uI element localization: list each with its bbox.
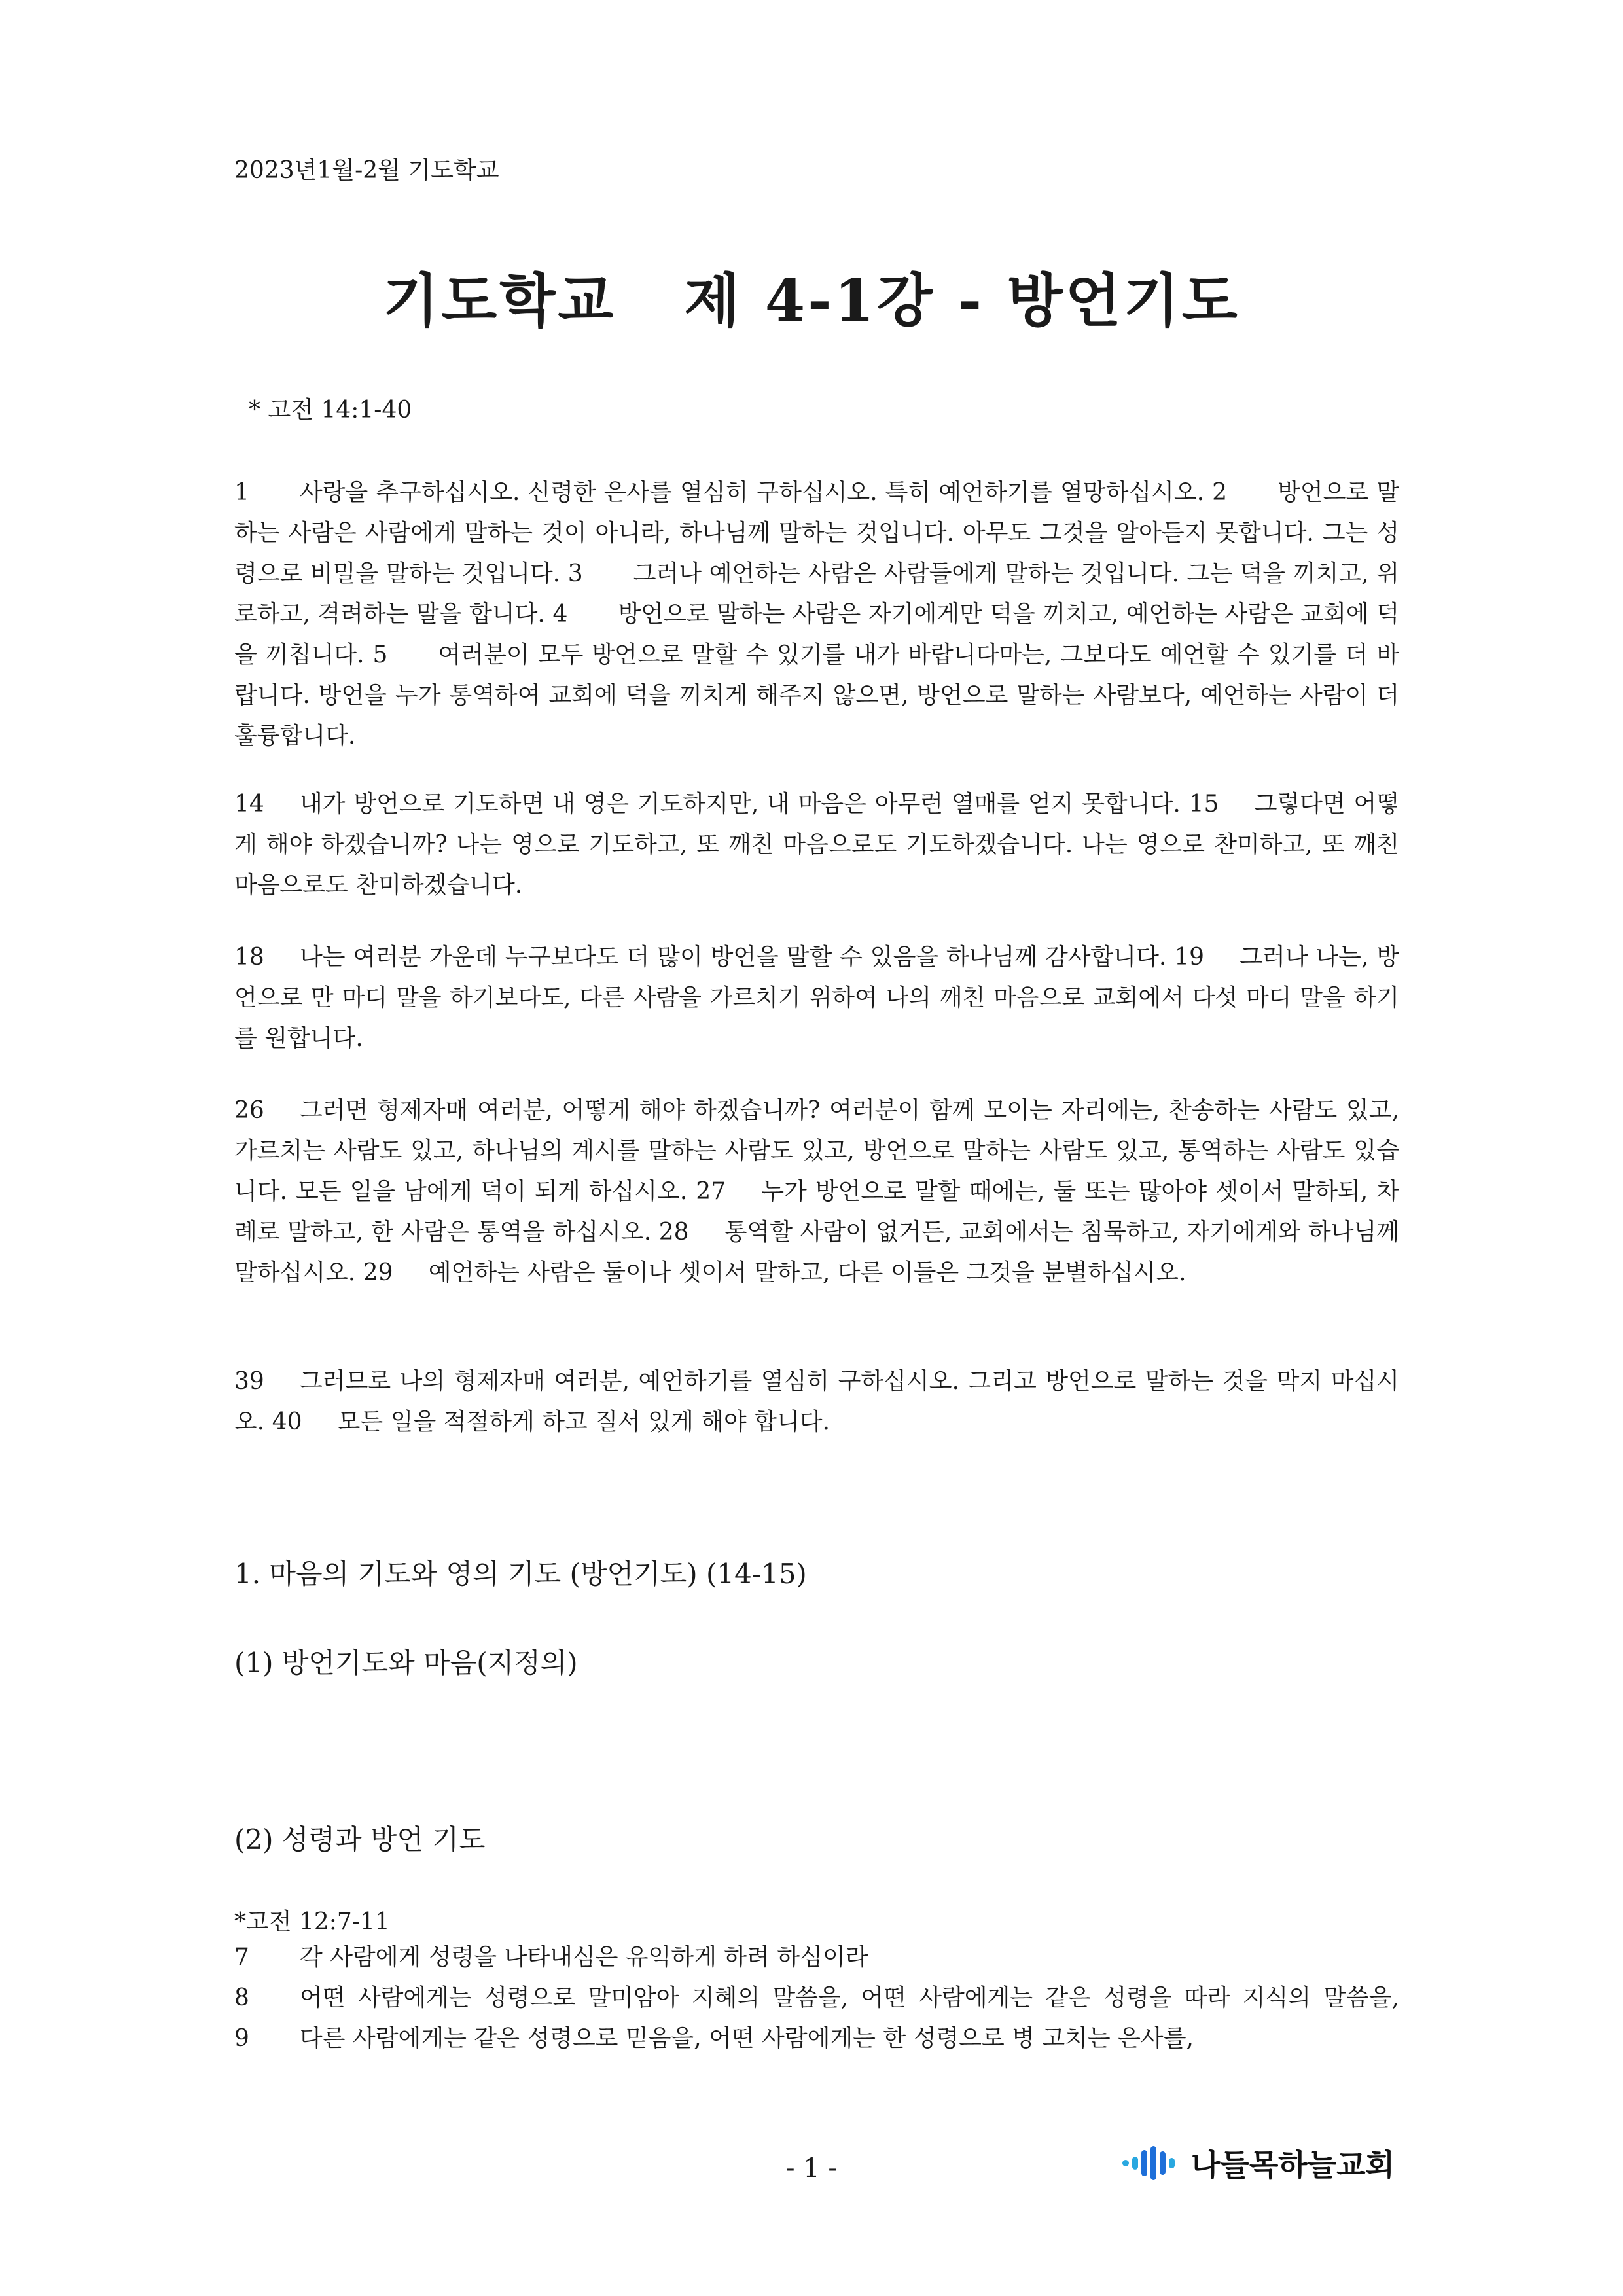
scripture-paragraph <box>234 937 1399 1059</box>
verse-text: 각 사람에게 성령을 나타내심은 유익하게 하려 하심이라 <box>300 1944 868 1971</box>
verse-text: 예언하는 사람은 둘이나 셋이서 말하고, 다른 이들은 그것을 분별하십시오. <box>428 1259 1186 1286</box>
verse-number: 14 <box>234 791 264 817</box>
subsection-heading: (2) 성령과 방언 기도 <box>234 1823 486 1856</box>
verse-text: 그러나 예언하는 사람은 사람들에게 말하는 것입니다. 그는 덕을 끼치고, 위로하고, 격려하는 말을 합니다. <box>234 560 1399 628</box>
page-title <box>0 255 1623 338</box>
verse-text: 그러나 나는, 방언으로 만 마디 말을 하기보다도, 다른 사람을 가르치기 위하여 나의 깨친 마음으로 교회에서 다섯 마디 말을 하기를 원합니다. <box>234 944 1399 1052</box>
verse-number: 15 <box>1188 791 1219 817</box>
verse-text: 방언으로 말하는 사람은 사람에게 말하는 것이 아니라, 하나님께 말하는 것입니다. 아무도 그것을 알아듣지 못합니다. 그는 성령으로 비밀을 말하는 것입니다. <box>234 479 1399 587</box>
church-name: 나들목하늘교회 <box>1191 2147 1395 2183</box>
verse-text: 나는 여러분 가운데 누구보다도 더 많이 방언을 말할 수 있음을 하나님께 감사합니다. <box>300 944 1167 971</box>
verse-text: 모든 일을 적절하게 하고 질서 있게 해야 합니다. <box>337 1408 830 1435</box>
verse-number: 3 <box>567 560 583 587</box>
title-part-1: 기도학교 <box>383 266 616 334</box>
verse-number: 8 <box>234 1984 249 2011</box>
page-number: - 1 - <box>786 2153 837 2183</box>
scripture-paragraph <box>234 1090 1399 1293</box>
verse-number: 2 <box>1212 479 1228 506</box>
verse-text: 여러분이 모두 방언으로 말할 수 있기를 내가 바랍니다마는, 그보다도 예언할 수 있기를 더 바랍니다. 방언을 누가 통역하여 교회에 덕을 끼치게 해주지 않으면, 방언으로 말하는 사람보다, 예언하는 사람이 더 훌륭합니다. <box>234 641 1399 749</box>
verse-number: 28 <box>658 1219 689 1246</box>
title-part-2: 제 4-1강 - 방언기도 <box>684 266 1240 334</box>
scripture-paragraph <box>234 784 1399 906</box>
church-logo <box>1120 2140 1395 2186</box>
verse-text: 어떤 사람에게는 성령으로 말미암아 지혜의 말씀을, 어떤 사람에게는 같은 성령을 따라 지식의 말씀을, <box>300 1984 1399 2011</box>
verse-text: 사랑을 추구하십시오. 신령한 은사를 열심히 구하십시오. 특히 예언하기를 열망하십시오. <box>300 479 1205 506</box>
verse-number: 4 <box>552 601 568 628</box>
verse-text: 통역할 사람이 없거든, 교회에서는 침묵하고, 자기에게와 하나님께 말하십시오. <box>234 1219 1399 1286</box>
document-header: 2023년1월-2월 기도학교 <box>234 157 499 184</box>
subsection-heading: (1) 방언기도와 마음(지정의) <box>234 1647 578 1679</box>
verse-text: 방언으로 말하는 사람은 자기에게만 덕을 끼치고, 예언하는 사람은 교회에 덕을 끼칩니다. <box>234 601 1399 668</box>
scripture-paragraph <box>234 473 1399 757</box>
verse-text: 누가 방언으로 말할 때에는, 둘 또는 많아야 셋이서 말하되, 차례로 말하고, 한 사람은 통역을 하십시오. <box>234 1178 1399 1246</box>
scripture-reference: * 고전 14:1-40 <box>249 397 412 423</box>
verse-number: 19 <box>1174 944 1204 971</box>
verse-text: 내가 방언으로 기도하면 내 영은 기도하지만, 내 마음은 아무런 열매를 얻지 못합니다. <box>300 791 1181 817</box>
verse-number: 7 <box>234 1944 249 1971</box>
scripture-paragraph <box>234 1361 1399 1443</box>
verse-text: 그러므로 나의 형제자매 여러분, 예언하기를 열심히 구하십시오. 그리고 방언으로 말하는 것을 막지 마십시오. <box>234 1368 1399 1435</box>
verse-text: 다른 사람에게는 같은 성령으로 믿음을, 어떤 사람에게는 한 성령으로 병 고치는 은사를, <box>300 2025 1194 2052</box>
section-heading: 1. 마음의 기도와 영의 기도 (방언기도) (14-15) <box>234 1558 807 1590</box>
verse-number: 26 <box>234 1097 264 1124</box>
verse-number: 29 <box>363 1259 393 1286</box>
verse-number: 40 <box>272 1408 302 1435</box>
scripture-paragraph <box>234 1978 1399 2059</box>
logo-mark-icon <box>1120 2144 1181 2183</box>
verse-number: 39 <box>234 1368 264 1395</box>
verse-number: 18 <box>234 944 264 971</box>
verse-number: 5 <box>372 641 388 668</box>
verse-text: 그러면 형제자매 여러분, 어떻게 해야 하겠습니까? 여러분이 함께 모이는 자리에는, 찬송하는 사람도 있고, 가르치는 사람도 있고, 하나님의 계시를 말하는 사람도 있고, 방언으로 말하는 사람도 있고, 통역하는 사람도 있습니다. 모든 일을 남에게 덕이 되게 하십시오. <box>234 1097 1399 1205</box>
scripture-reference: *고전 12:7-11 <box>234 1909 390 1935</box>
verse-number: 1 <box>234 479 249 506</box>
verse-text: 그렇다면 어떻게 해야 하겠습니까? 나는 영으로 기도하고, 또 깨친 마음으로도 기도하겠습니다. 나는 영으로 찬미하고, 또 깨친 마음으로도 찬미하겠습니다. <box>234 791 1399 899</box>
verse-number: 9 <box>234 2025 249 2052</box>
verse-number: 27 <box>696 1178 726 1205</box>
scripture-paragraph <box>234 1937 1399 1978</box>
